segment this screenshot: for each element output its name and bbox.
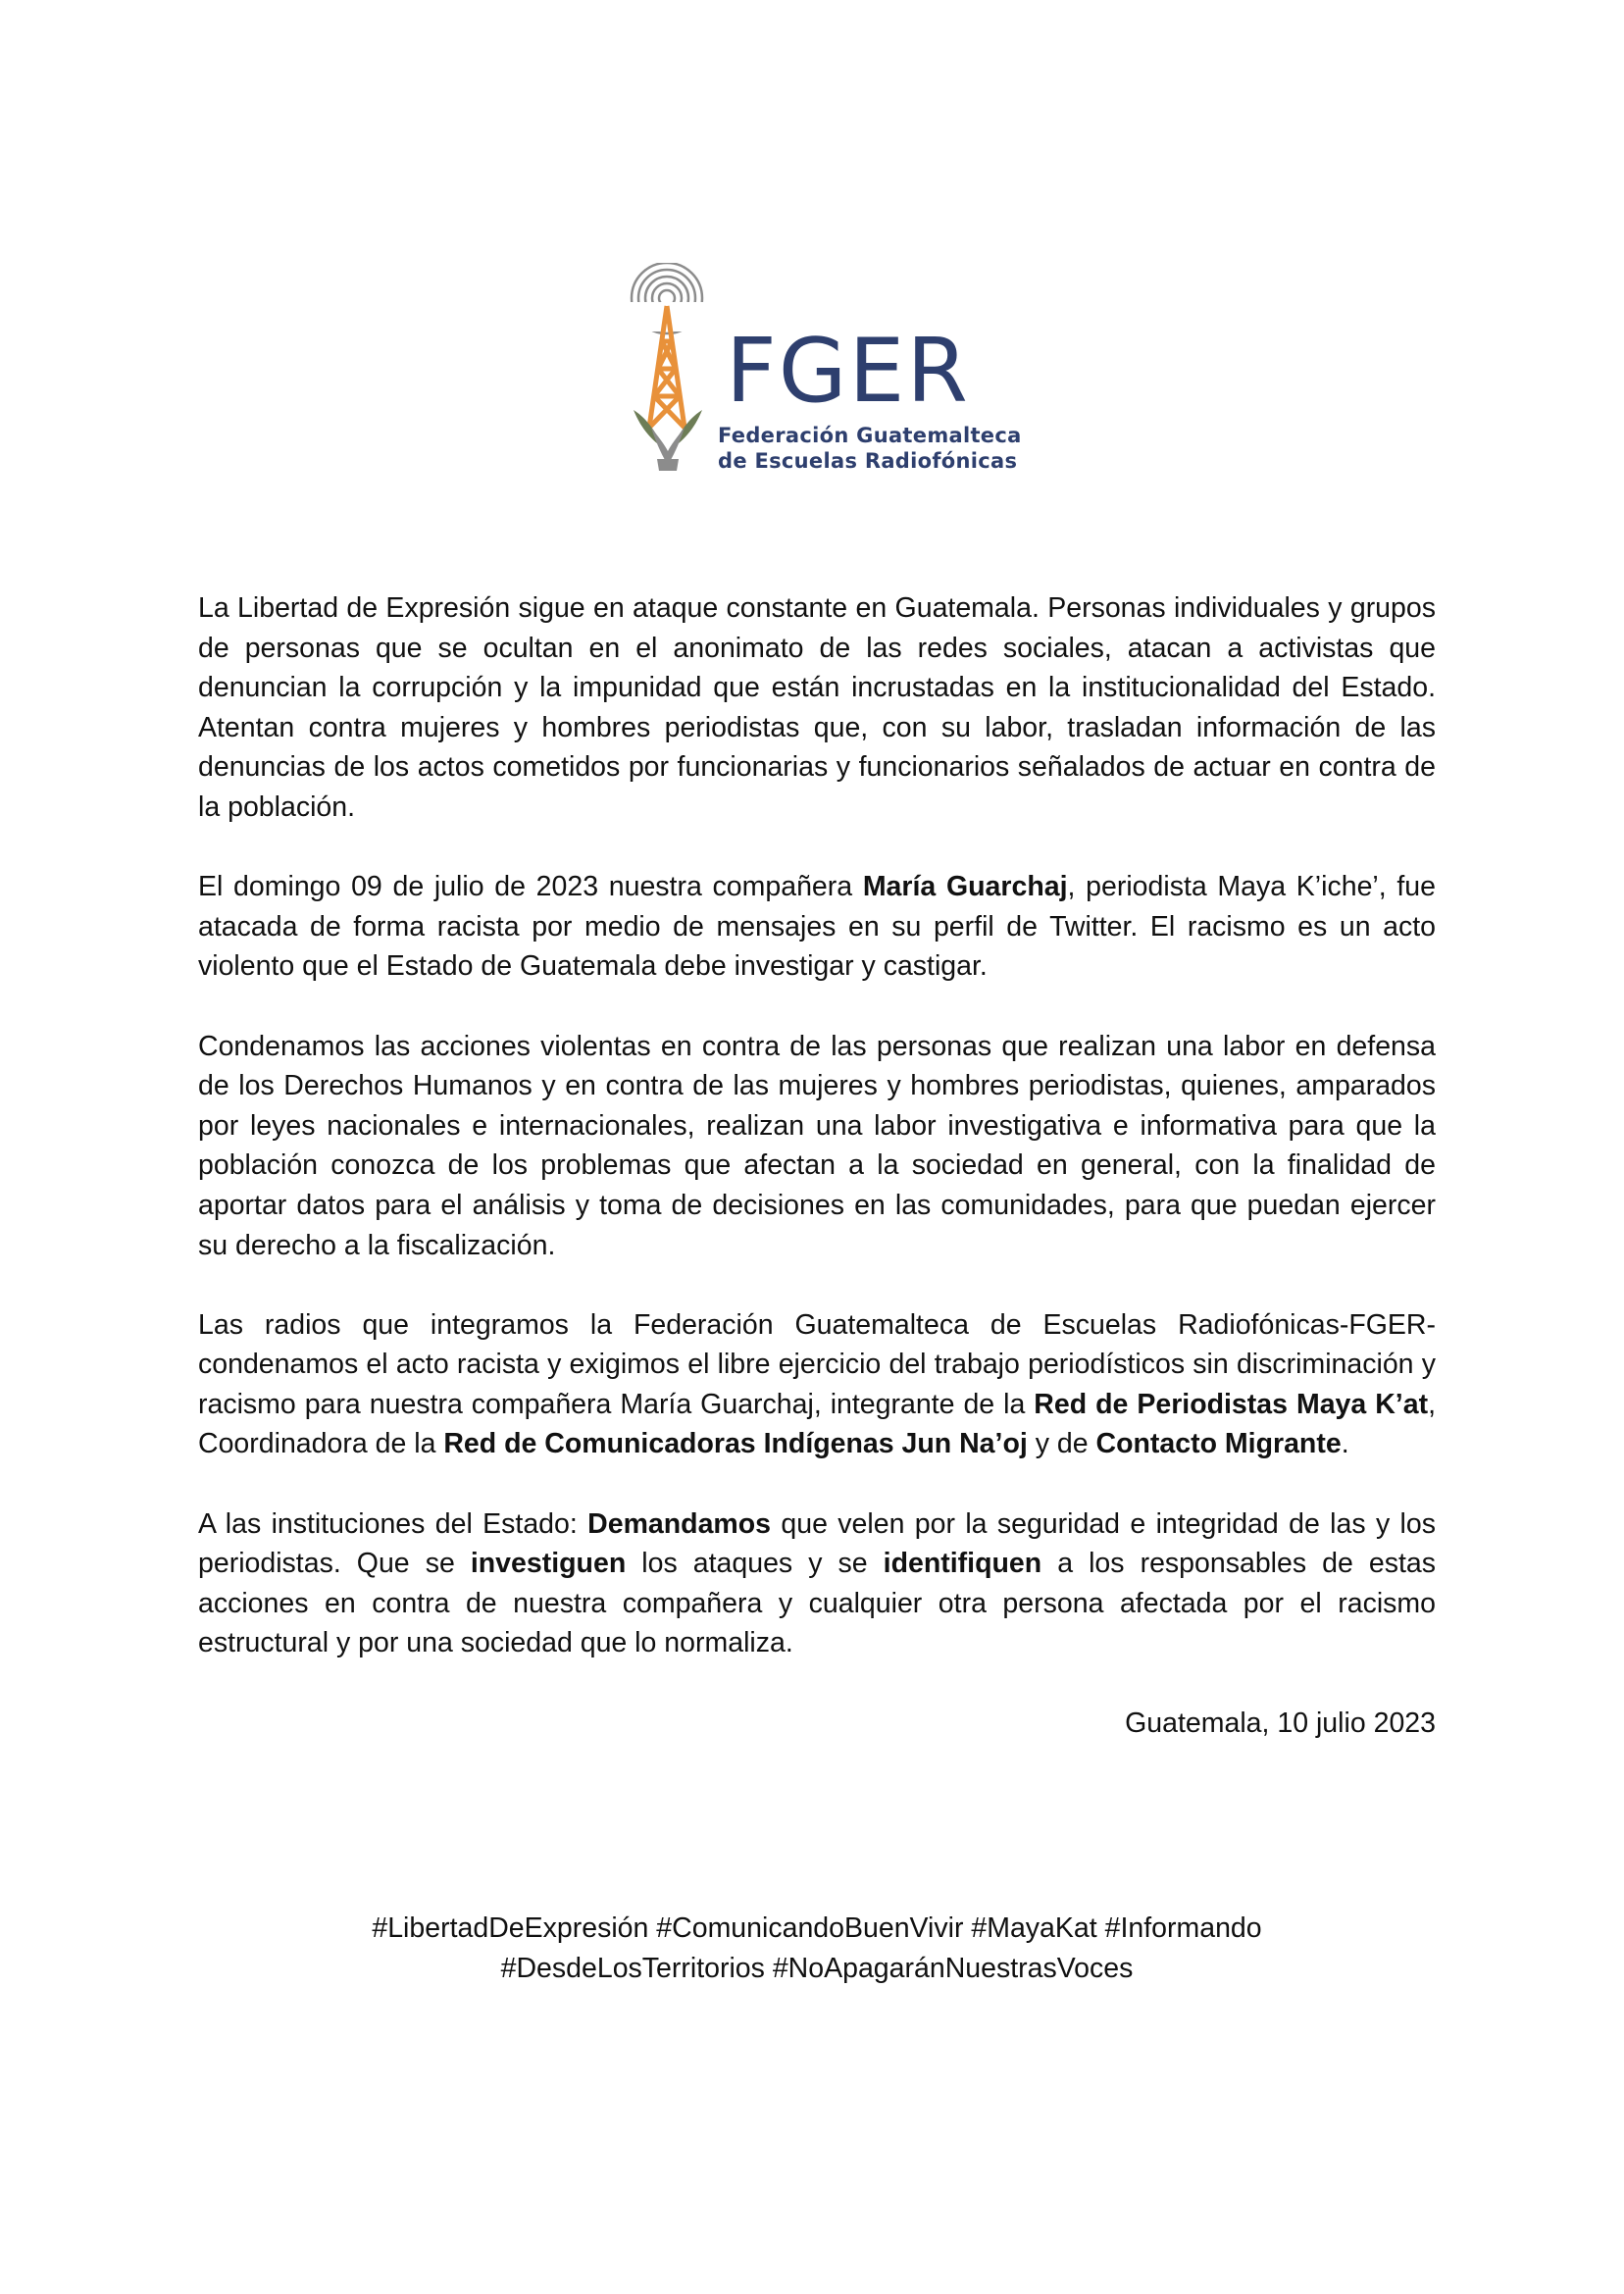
paragraph-4-bold-red-comunicadoras: Red de Comunicadoras Indígenas Jun Na’oj	[443, 1428, 1028, 1460]
logo-subtitle-line2: de Escuelas Radiofónicas	[718, 449, 1018, 473]
date-line: Guatemala, 10 julio 2023	[1125, 1707, 1436, 1739]
paragraph-2	[198, 867, 1436, 987]
paragraph-5	[198, 1504, 1436, 1663]
paragraph-4-text-3: y de	[1027, 1428, 1096, 1460]
paragraph-4-text: Las radios que integramos la Federación Guatemalteca de Escuelas Radiofónicas-FGER- condenamos el acto racista y exigimos el libre ejercicio del trabajo periodísticos sin discriminación y racismo para nuestra compañera María Guarchaj, integrante de la	[198, 1308, 1436, 1420]
paragraph-4	[198, 1305, 1436, 1464]
paragraph-2-text-end: , periodista Maya K’iche’, fue atacada de forma racista por medio de mensajes en su perfil de Twitter. El racismo es un acto violento que el Estado de Guatemala debe investigar y castigar.	[198, 871, 1436, 983]
logo-wordmark: FGER	[726, 320, 970, 423]
letter-body	[198, 588, 1436, 1783]
fger-logo	[628, 263, 1022, 479]
paragraph-5-text-4: a los responsables de estas acciones en contra de nuestra compañera y cualquier otra persona afectada por el racismo estructural y por una sociedad que lo normaliza.	[198, 1548, 1437, 1659]
paragraph-5-text-2: que velen por la seguridad e integridad de las y los periodistas. Que se	[198, 1507, 1436, 1580]
paragraph-4-bold-red-periodistas: Red de Periodistas Maya K’at	[1034, 1388, 1429, 1420]
paragraph-5-text-3: los ataques y se	[626, 1548, 884, 1580]
paragraph-2-bold-name: María Guarchaj	[862, 871, 1068, 903]
paragraph-5-bold-demandamos: Demandamos	[587, 1507, 772, 1540]
hashtags	[198, 1909, 1436, 1988]
paragraph-1: La Libertad de Expresión sigue en ataque constante en Guatemala. Personas individuales y grupos de personas que se ocultan en el anonimato de las redes sociales, atacan a activistas que denuncian la corrupción y la impunidad que están incrustadas en la institucionalidad del Estado. Atentan contra mujeres y hombres periodistas que, con su labor, trasladan información de las denuncias de los actos cometidos por funcionarias y funcionarios señalados de actuar en contra de la población.	[198, 592, 1436, 823]
logo-subtitle-line1: Federación Guatemalteca	[718, 424, 1022, 447]
paragraph-4-text-2: , Coordinadora de la	[198, 1388, 1436, 1460]
paragraph-5-text: A las instituciones del Estado:	[198, 1507, 588, 1540]
hashtags-line-2: #DesdeLosTerritorios #NoApagaránNuestrasVoces	[500, 1952, 1134, 1984]
paragraph-4-bold-contacto-migrante: Contacto Migrante	[1095, 1428, 1342, 1460]
paragraph-2-text: El domingo 09 de julio de 2023 nuestra compañera	[198, 871, 863, 903]
paragraph-4-text-4: .	[1341, 1428, 1349, 1460]
hashtags-line-1: #LibertadDeExpresión #ComunicandoBuenVivir #MayaKat #Informando	[372, 1912, 1262, 1944]
paragraph-5-bold-identifiquen: identifiquen	[883, 1548, 1042, 1580]
paragraph-3: Condenamos las acciones violentas en contra de las personas que realizan una labor en defensa de los Derechos Humanos y en contra de las mujeres y hombres periodistas, quienes, amparados por leyes nacionales e internacionales, realizan una labor investigativa e informativa para que la población conozca de los problemas que afectan a la sociedad en general, con la finalidad de aportar datos para el análisis y toma de decisiones en las comunidades, para que puedan ejercer su derecho a la fiscalización.	[198, 1030, 1436, 1261]
paragraph-5-bold-investiguen: investiguen	[470, 1548, 627, 1580]
